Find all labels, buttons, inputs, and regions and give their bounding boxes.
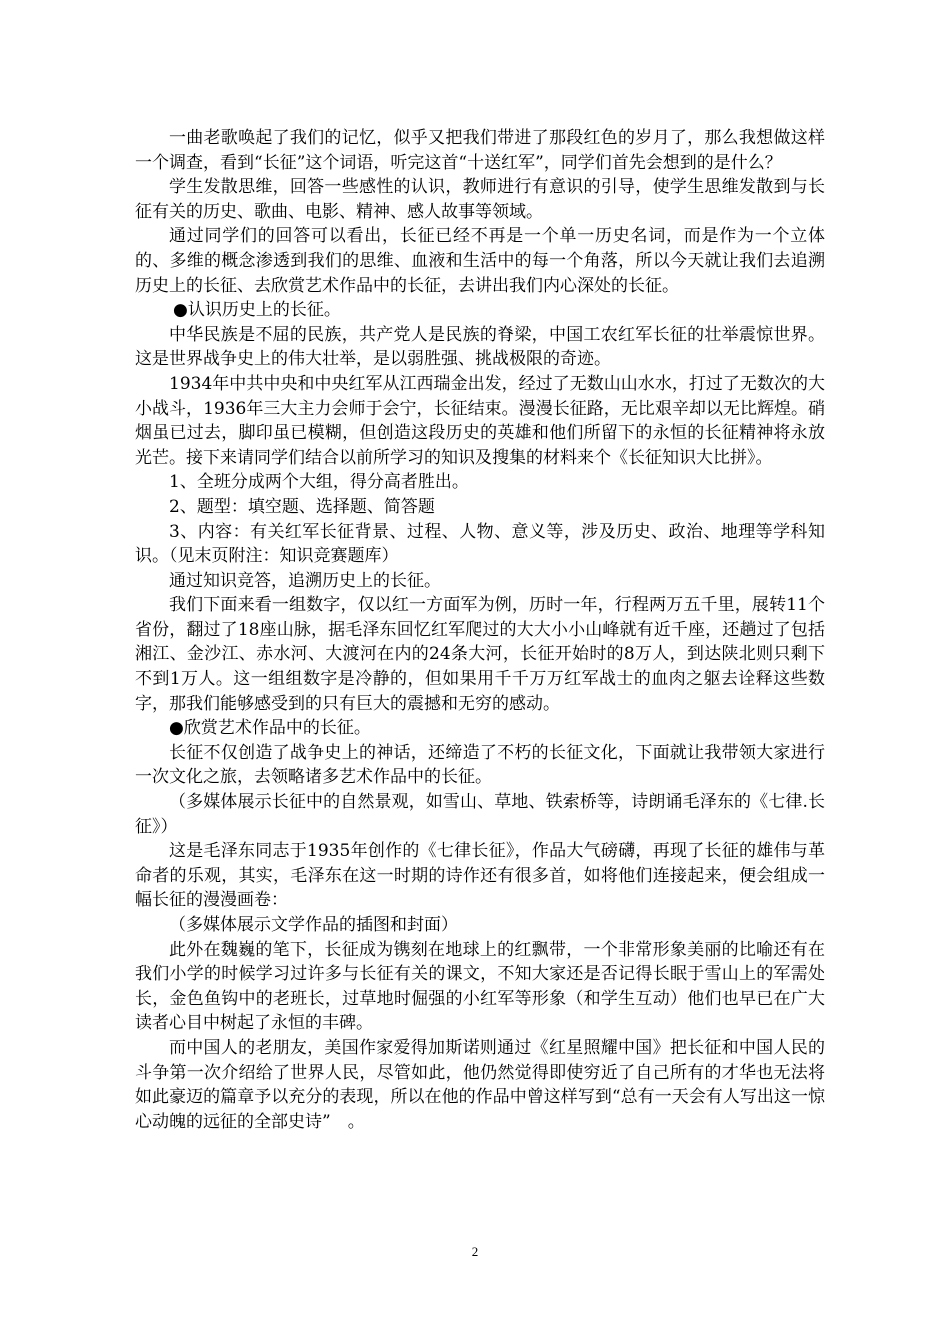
paragraph-maozedong-poem: 这是毛泽东同志于1935年创作的《七律长征》，作品大气磅礴，再现了长征的雄伟与革命者的乐观，其实，毛泽东在这一时期的诗作还有很多首，如将他们连接起来，便会组成一幅长征的漫漫画卷： [135,841,825,911]
paragraph-1934: 1934年中共中央和中央红军从江西瑞金出发，经过了无数山山水水，打过了无数次的大小战斗，1936年三大主力会师于会宁，长征结束。漫漫长征路，无比艰辛却以无比辉煌。硝烟虽已过去，脚印虽已模糊，但创造这段历史的英雄和他们所留下的永恒的长征精神将永放光芒。接下来请同学们结合以前所学习的知识及搜集的材料来个《长征知识大比拼》。 [135,373,825,468]
paragraph-snow: 而中国人的老朋友，美国作家爱得加斯诺则通过《红星照耀中国》把长征和中国人民的斗争第一次介绍给了世界人民，尽管如此，他仍然觉得即使穷近了自己所有的才华也无法将如此豪迈的篇章予以充分的表现，所以在他的作品中曾这样写到“总有一天会有人写出这一惊心动魄的远征的全部史诗” 。 [135,1037,825,1132]
list-item-2: 2、题型：填空题、选择题、简答题 [169,496,435,517]
page-number: 2 [471,1244,479,1259]
paragraph-student-response: 学生发散思维，回答一些感性的认识，教师进行有意识的引导，使学生思维发散到与长征有关的历史、歌曲、电影、精神、感人故事等领域。 [135,177,825,222]
paragraph-multimedia-illustrations: （多媒体展示文学作品的插图和封面） [169,915,458,935]
paragraph-nation: 中华民族是不屈的民族，共产党人是民族的脊梁，中国工农红军长征的壮举震惊世界。这是世界战争史上的伟大壮举，是以弱胜强、挑战极限的奇迹。 [135,324,825,370]
paragraph-multimedia-poem: （多媒体展示长征中的自然景观，如雪山、草地、铁索桥等，诗朗诵毛泽东的《七律.长征》） [135,792,825,837]
document-body [135,126,825,1134]
section-heading-history: ●认识历史上的长征。 [173,300,341,321]
paragraph-summary: 通过同学们的回答可以看出，长征已经不再是一个单一历史名词，而是作为一个立体的、多维的概念渗透到我们的思维、血液和生活中的每一个角落，所以今天就让我们去追溯历史上的长征、去欣赏艺术作品中的长征，去讲出我们内心深处的长征。 [135,226,825,296]
list-item-1: 1、全班分成两个大组，得分高者胜出。 [169,472,469,493]
section-heading-art: ●欣赏艺术作品中的长征。 [169,718,371,739]
paragraph-culture: 长征不仅创造了战争史上的神话，还缔造了不朽的长征文化，下面就让我带领大家进行一次文化之旅，去领略诸多艺术作品中的长征。 [135,742,825,788]
paragraph-weiwei: 此外在魏巍的笔下，长征成为镌刻在地球上的红飘带，一个非常形象美丽的比喻还有在我们小学的时候学习过许多与长征有关的课文，不知大家还是否记得长眠于雪山上的军需处长，金色鱼钩中的老班长，过草地时倔强的小红军等形象（和学生互动）他们也早已在广大读者心目中树起了永恒的丰碑。 [135,939,825,1034]
paragraph-numbers: 我们下面来看一组数字，仅以红一方面军为例，历时一年，行程两万五千里，展转11个省份，翻过了18座山脉，据毛泽东回忆红军爬过的大大小小山峰就有近千座，还趟过了包括湘江、金沙江、赤水河、大渡河在内的24条大河，长征开始时的8万人，到达陕北则只剩下不到1万人。这一组组数字是冷静的，但如果用千千万万红军战士的血肉之躯去诠释这些数字，那我们能够感受到的只有巨大的震撼和无穷的感动。 [135,595,825,714]
paragraph-intro: 一曲老歌唤起了我们的记忆，似乎又把我们带进了那段红色的岁月了，那么我想做这样一个调查，看到“长征”这个词语，听完这首“十送红军”，同学们首先会想到的是什么？ [135,128,825,173]
list-item-3: 3、内容：有关红军长征背景、过程、人物、意义等，涉及历史、政治、地理等学科知识。（见末页附注：知识竞赛题库） [135,521,825,567]
paragraph-quiz: 通过知识竞答，追溯历史上的长征。 [169,570,441,591]
